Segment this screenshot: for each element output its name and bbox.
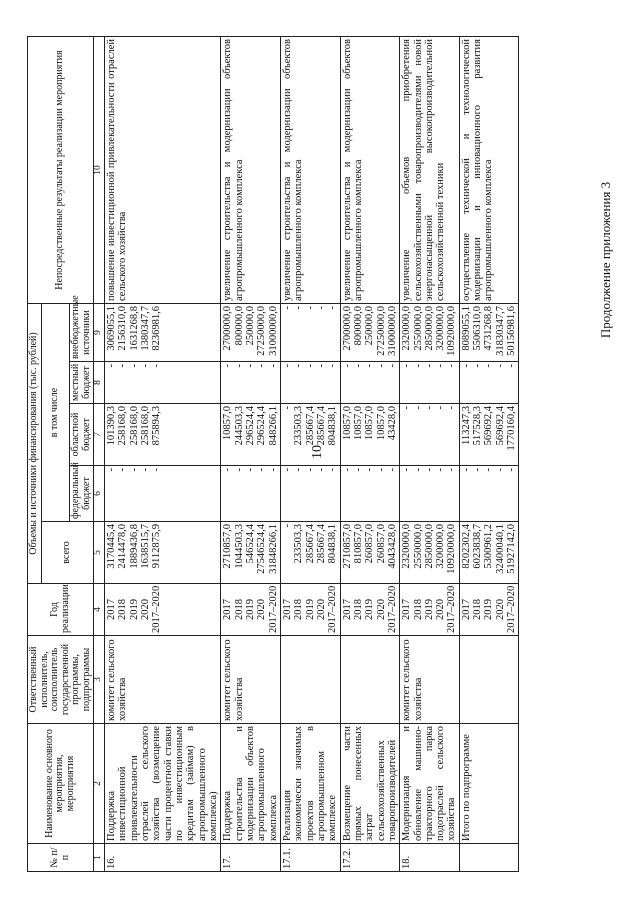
rotated-table-container [27, 37, 612, 872]
cell-result: повышение инвестиционной привлекательности отраслей сельского хозяйства [104, 37, 220, 304]
cell-value: - [139, 364, 151, 368]
cell-value: 2850000,0 [423, 306, 435, 351]
cell-value: 1380347,7 [139, 306, 151, 351]
table-body [104, 37, 518, 872]
cell-value: - [460, 468, 472, 472]
header-total: всего [41, 522, 94, 584]
cell-value: 2020 [139, 599, 151, 620]
cell-value: 31830347,7 [494, 306, 506, 356]
cell-value: - [341, 468, 353, 472]
cell-value: - [386, 468, 398, 472]
cell-value: - [483, 364, 495, 368]
cell-value: 113247,3 [460, 406, 472, 445]
cell-value: 1889436,8 [128, 524, 140, 569]
header-incl: в том числе [41, 304, 70, 522]
page-number: 10 [310, 445, 325, 459]
cell-years [400, 584, 460, 636]
cell-value: 2018 [412, 599, 424, 620]
cell-value: 6023838,7 [472, 524, 484, 569]
cell-value: - [327, 468, 339, 472]
cell-value: 10920000,0 [446, 524, 458, 574]
cell-value: - [494, 468, 506, 472]
cell-value: - [233, 364, 245, 368]
cell-value: - [506, 364, 518, 368]
cell-total [221, 522, 281, 584]
cell-value: - [222, 364, 234, 368]
cell-value: - [267, 468, 279, 472]
cell-federal [400, 466, 460, 522]
cell-federal [280, 466, 340, 522]
cell-value: 51927142,0 [506, 524, 518, 574]
cell-value: 569692,4 [494, 406, 506, 446]
cell-value: 2710857,0 [341, 524, 353, 569]
funding-table [27, 36, 519, 872]
cell-value: 8202302,4 [460, 524, 472, 569]
header-responsible: Ответственный исполнитель, соисполнитель государственной программы, подпрограммы [28, 636, 94, 724]
cell-total [104, 522, 220, 584]
cell-value: 285667,4 [315, 524, 327, 564]
column-number: 2 [94, 724, 105, 844]
cell-value: - [435, 406, 447, 410]
cell-value: 27250000,0 [375, 306, 387, 356]
cell-value: - [128, 364, 140, 368]
cell-value: 2018 [352, 599, 364, 620]
column-number: 4 [94, 584, 105, 636]
cell-value: 2017–2020 [506, 585, 518, 633]
cell-value: - [401, 406, 413, 410]
cell-value: 2017–2020 [386, 585, 398, 633]
cell-value: 101390,3 [105, 406, 117, 446]
cell-value: - [304, 364, 316, 368]
cell-value: - [327, 306, 339, 310]
cell-value: 2156310,0 [117, 306, 129, 351]
cell-value: - [506, 468, 518, 472]
header-regional: областной бюджет [70, 404, 94, 466]
cell-value: 8089055,1 [460, 306, 472, 351]
cell-value: 2320000,0 [401, 306, 413, 351]
cell-value: 285667,4 [315, 406, 327, 446]
cell-value: - [304, 468, 316, 472]
table-row [104, 37, 220, 872]
cell-value: - [483, 468, 495, 472]
cell-value: 10857,0 [341, 406, 353, 441]
cell-value: 2700000,0 [222, 306, 234, 351]
column-number: 6 [94, 466, 105, 522]
cell-value: - [117, 364, 129, 368]
table-row [221, 37, 281, 872]
cell-responsible [280, 636, 340, 724]
column-number: 10 [94, 37, 105, 304]
cell-value: 43428,0 [386, 406, 398, 441]
cell-value: 2020 [315, 599, 327, 620]
cell-extra [459, 304, 519, 362]
cell-value: - [327, 364, 339, 368]
cell-value: - [256, 364, 268, 368]
cell-num: 18. [400, 844, 460, 872]
cell-regional [400, 404, 460, 466]
cell-value: 2019 [364, 599, 376, 620]
cell-value: - [281, 306, 293, 310]
cell-responsible: комитет сельского хозяйства [221, 636, 281, 724]
cell-value: 10857,0 [375, 406, 387, 441]
cell-value: 2414478,0 [117, 524, 129, 569]
cell-value: - [315, 306, 327, 310]
cell-value: 2019 [423, 599, 435, 620]
cell-value: - [386, 364, 398, 368]
cell-value: 2017 [281, 599, 293, 620]
cell-value: 848266,1 [267, 406, 279, 446]
cell-value: 250000,0 [364, 306, 376, 346]
header-local: местный бюджет [70, 362, 94, 404]
cell-value: - [256, 468, 268, 472]
cell-value: - [281, 468, 293, 472]
cell-value: - [128, 468, 140, 472]
cell-name: Итого по подпрограмме [459, 724, 519, 844]
cell-local [340, 362, 400, 404]
cell-responsible [340, 636, 400, 724]
cell-value: - [352, 364, 364, 368]
cell-value: - [446, 468, 458, 472]
cell-value: 569692,4 [483, 406, 495, 446]
cell-value: 2710857,0 [222, 524, 234, 569]
cell-value: - [412, 364, 424, 368]
cell-value: 1638515,7 [139, 524, 151, 569]
cell-value: - [244, 468, 256, 472]
cell-responsible: комитет сельского хозяйства [400, 636, 460, 724]
cell-extra [280, 304, 340, 362]
cell-value: 4043428,0 [386, 524, 398, 569]
header-funding: Объемы и источники финансирования (тыс. рублей) [28, 304, 42, 584]
cell-value: - [281, 406, 293, 410]
cell-value: 285667,4 [304, 524, 316, 564]
cell-value: 2550000,0 [412, 306, 424, 351]
cell-value: 1770160,4 [506, 406, 518, 451]
cell-value: 9112875,9 [151, 524, 163, 569]
header-federal: федеральный бюджет [70, 466, 94, 522]
cell-value: - [281, 524, 293, 528]
cell-value: 2018 [472, 599, 484, 620]
cell-extra [400, 304, 460, 362]
cell-local [459, 362, 519, 404]
table-row [340, 37, 400, 872]
cell-value: 2017 [460, 599, 472, 620]
cell-value: - [244, 364, 256, 368]
cell-value: 233503,3 [293, 524, 305, 564]
cell-value: 3069055,1 [105, 306, 117, 351]
cell-responsible [459, 636, 519, 724]
column-number: 1 [94, 844, 105, 872]
cell-value: 2017 [401, 599, 413, 620]
column-number: 5 [94, 522, 105, 584]
cell-value: 2018 [117, 599, 129, 620]
cell-value: - [472, 468, 484, 472]
cell-num: 17.1. [280, 844, 340, 872]
cell-local [104, 362, 220, 404]
cell-value: 27546524,4 [256, 524, 268, 574]
column-number: 8 [94, 362, 105, 404]
cell-result: увеличение строительства и модернизации объектов агропромышленного комплекса [340, 37, 400, 304]
cell-value: 2700000,0 [341, 306, 353, 351]
cell-value: 2017–2020 [327, 585, 339, 633]
cell-value: 5300961,2 [483, 524, 495, 569]
cell-extra [340, 304, 400, 362]
cell-value: - [293, 364, 305, 368]
cell-result: увеличение строительства и модернизации объектов агропромышленного комплекса [280, 37, 340, 304]
cell-value: 296524,4 [256, 406, 268, 446]
cell-value: 2017–2020 [267, 585, 279, 633]
cell-local [221, 362, 281, 404]
table-row [459, 37, 519, 872]
cell-num: 17. [221, 844, 281, 872]
cell-value: 2020 [256, 599, 268, 620]
cell-value: 800000,0 [233, 306, 245, 346]
header-extra: внебюджетные источники [70, 304, 94, 362]
cell-result: осуществление технической и технологической модернизации и инновационного развития агропромышленного комплекса [459, 37, 519, 304]
header-name: Наименование основного мероприятия, мероприятия [28, 724, 94, 844]
cell-value: 800000,0 [352, 306, 364, 346]
cell-value: - [117, 468, 129, 472]
cell-value: - [293, 468, 305, 472]
cell-value: - [105, 468, 117, 472]
cell-value: 2850000,0 [423, 524, 435, 569]
cell-value: - [423, 468, 435, 472]
cell-value: 258168,0 [128, 406, 140, 446]
cell-value: 2017–2020 [446, 585, 458, 633]
cell-value: 2019 [483, 599, 495, 620]
cell-value: - [304, 306, 316, 310]
cell-value: - [315, 364, 327, 368]
cell-value: - [151, 364, 163, 368]
cell-value: - [401, 364, 413, 368]
cell-value: 2320000,0 [401, 524, 413, 569]
cell-value: 31000000,0 [386, 306, 398, 356]
cell-value: - [341, 364, 353, 368]
appendix-caption: Продолжение приложения 3 [598, 181, 613, 339]
cell-name: Возмещение части прямых понесенных затрат сельскохозяйственных товаропроизводителей [340, 724, 400, 844]
cell-value: - [352, 468, 364, 472]
cell-value: 2017 [341, 599, 353, 620]
cell-regional [280, 404, 340, 466]
cell-value: - [446, 406, 458, 410]
cell-value: - [364, 468, 376, 472]
cell-value: 804838,1 [327, 406, 339, 446]
cell-value: 250000,0 [244, 306, 256, 346]
cell-value: - [267, 364, 279, 368]
cell-years [221, 584, 281, 636]
cell-regional [459, 404, 519, 466]
column-number: 7 [94, 404, 105, 466]
cell-value: - [281, 364, 293, 368]
cell-value: - [412, 406, 424, 410]
cell-name: Реализация экономически значимых проектов в агропромышленном комплексе [280, 724, 340, 844]
cell-value: - [375, 468, 387, 472]
cell-extra [104, 304, 220, 362]
cell-total [340, 522, 400, 584]
cell-value: 260857,0 [375, 524, 387, 564]
cell-value: 10920000,0 [446, 306, 458, 356]
cell-value: 2017 [105, 599, 117, 620]
cell-value: - [460, 364, 472, 368]
cell-value: - [222, 468, 234, 472]
cell-value: 285667,4 [304, 406, 316, 446]
table-row [280, 37, 340, 872]
cell-value: - [401, 468, 413, 472]
cell-regional [221, 404, 281, 466]
cell-federal [104, 466, 220, 522]
cell-value: 2017–2020 [151, 585, 163, 633]
cell-value: 2020 [375, 599, 387, 620]
cell-value: - [412, 468, 424, 472]
cell-value: 258168,0 [139, 406, 151, 446]
cell-value: 5506310,0 [472, 306, 484, 351]
cell-value: 3200000,0 [435, 306, 447, 351]
cell-value: 2017 [222, 599, 234, 620]
cell-regional [340, 404, 400, 466]
cell-value: - [435, 364, 447, 368]
cell-value: 258168,0 [117, 406, 129, 446]
cell-value: - [446, 364, 458, 368]
cell-value: 2018 [233, 599, 245, 620]
table-row [400, 37, 460, 872]
cell-value: 517528,3 [472, 406, 484, 446]
cell-value: 10857,0 [352, 406, 364, 441]
cell-value: - [315, 468, 327, 472]
cell-value: 4731268,8 [483, 306, 495, 351]
cell-value: 32400040,1 [494, 524, 506, 574]
cell-total [400, 522, 460, 584]
cell-value: 875894,3 [151, 406, 163, 446]
cell-value: 10857,0 [222, 406, 234, 441]
cell-federal [340, 466, 400, 522]
cell-value: 233503,3 [293, 406, 305, 446]
header-num: № п/п [28, 844, 94, 872]
cell-years [340, 584, 400, 636]
cell-regional [104, 404, 220, 466]
cell-local [280, 362, 340, 404]
cell-value: 1044503,3 [233, 524, 245, 569]
cell-value: 296524,4 [244, 406, 256, 446]
cell-name: Поддержка инвестиционной привлекательности отраслей сельского хозяйства (возмещение части процентной ставки по инвестиционным кредитам (займам) в агропромышленного комплекса) [104, 724, 220, 844]
cell-total [280, 522, 340, 584]
cell-value: - [423, 406, 435, 410]
cell-value: 8236981,6 [151, 306, 163, 351]
cell-value: - [494, 364, 506, 368]
cell-responsible: комитет сельского хозяйства [104, 636, 220, 724]
cell-value: 31000000,0 [267, 306, 279, 356]
cell-value: 2018 [293, 599, 305, 620]
cell-name: Модернизация и обновление машинно-тракторного парка подотраслей сельского хозяйства [400, 724, 460, 844]
cell-value: 2019 [128, 599, 140, 620]
cell-value: 2019 [304, 599, 316, 620]
cell-value: 1631268,8 [128, 306, 140, 351]
cell-value: 31848266,1 [267, 524, 279, 574]
cell-value: 50156981,6 [506, 306, 518, 356]
cell-value: 2019 [244, 599, 256, 620]
cell-value: - [435, 468, 447, 472]
cell-value: 244503,3 [233, 406, 245, 446]
cell-value: 260857,0 [364, 524, 376, 564]
cell-num: 16. [104, 844, 220, 872]
cell-value: 3200000,0 [435, 524, 447, 569]
header-result: Непосредственные результаты реализации мероприятия [28, 37, 94, 304]
column-number: 3 [94, 636, 105, 724]
cell-name: Поддержка строительства и модернизации объектов агропромышленного комплекса [221, 724, 281, 844]
cell-value: - [423, 364, 435, 368]
cell-federal [221, 466, 281, 522]
cell-years [104, 584, 220, 636]
cell-value: - [105, 364, 117, 368]
cell-value: - [364, 364, 376, 368]
cell-value: - [375, 364, 387, 368]
cell-value: 2550000,0 [412, 524, 424, 569]
cell-value: - [151, 468, 163, 472]
cell-result: увеличение строительства и модернизации объектов агропромышленного комплекса [221, 37, 281, 304]
cell-value: 3170445,4 [105, 524, 117, 569]
cell-value: - [472, 364, 484, 368]
cell-num: 17.2. [340, 844, 400, 872]
cell-local [400, 362, 460, 404]
cell-extra [221, 304, 281, 362]
cell-value: 810857,0 [352, 524, 364, 564]
cell-total [459, 522, 519, 584]
cell-value: - [293, 306, 305, 310]
cell-value: 27250000,0 [256, 306, 268, 356]
column-number: 9 [94, 304, 105, 362]
cell-value: 2020 [494, 599, 506, 620]
cell-num [459, 844, 519, 872]
cell-result: увеличение объемов приобретения сельскохозяйственными товаропроизводителями новой энергонасыщенной высокопроизводительной сельскохозяйственной техники [400, 37, 460, 304]
cell-value: 804838,1 [327, 524, 339, 564]
header-year: Год реализации [28, 584, 94, 636]
cell-value: - [233, 468, 245, 472]
cell-years [459, 584, 519, 636]
cell-value: 10857,0 [364, 406, 376, 441]
cell-federal [459, 466, 519, 522]
cell-value: - [139, 468, 151, 472]
cell-years [280, 584, 340, 636]
cell-value: 546524,4 [244, 524, 256, 564]
cell-value: 2020 [435, 599, 447, 620]
